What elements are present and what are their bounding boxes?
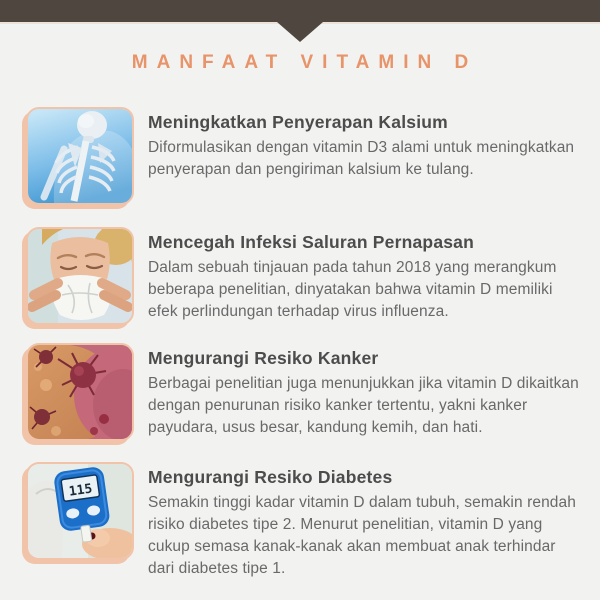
glucose-meter-image (26, 462, 134, 560)
skeleton-xray-image (26, 107, 134, 205)
benefit-title: Mengurangi Resiko Diabetes (148, 467, 393, 487)
benefit-title: Meningkatkan Penyerapan Kalsium (148, 112, 448, 132)
benefit-title: Mencegah Infeksi Saluran Pernapasan (148, 232, 475, 252)
benefit-description: Diformulasikan dengan vitamin D3 alami untuk meningkatkan penyerapan dan pengiriman kalsium ke tulang. (148, 139, 575, 178)
sneezing-woman-image (26, 227, 134, 325)
benefit-text-cancer (148, 343, 582, 439)
benefit-text-respiratory (148, 227, 582, 323)
benefit-item-diabetes (26, 462, 582, 580)
header-ribbon (0, 0, 600, 22)
benefit-description: Berbagai penelitian juga menunjukkan jika vitamin D dikaitkan dengan penurunan risiko kanker tertentu, yakni kanker payudara, usus besar, kandung kemih, dan hati. (148, 375, 579, 436)
benefit-item-respiratory (26, 227, 582, 325)
glucose-reading: 115 (68, 481, 94, 500)
benefit-text-diabetes (148, 462, 582, 580)
benefit-description: Dalam sebuah tinjauan pada tahun 2018 yang merangkum beberapa penelitian, dinyatakan bahwa vitamin D memiliki efek perlindungan terhadap virus influenza. (148, 259, 557, 320)
benefit-description: Semakin tinggi kadar vitamin D dalam tubuh, semakin rendah risiko diabetes tipe 2. Menurut penelitian, vitamin D yang cukup semasa kanak-kanak akan membuat anak terhindar dari diabetes tipe 1. (148, 494, 576, 577)
benefit-item-cancer (26, 343, 582, 441)
benefit-item-calcium (26, 107, 582, 205)
benefit-title: Mengurangi Resiko Kanker (148, 348, 379, 368)
benefit-text-calcium (148, 107, 582, 181)
header-notch-triangle (277, 22, 323, 42)
page-title: MANFAAT VITAMIN D (131, 52, 478, 73)
cancer-cells-image (26, 343, 134, 441)
